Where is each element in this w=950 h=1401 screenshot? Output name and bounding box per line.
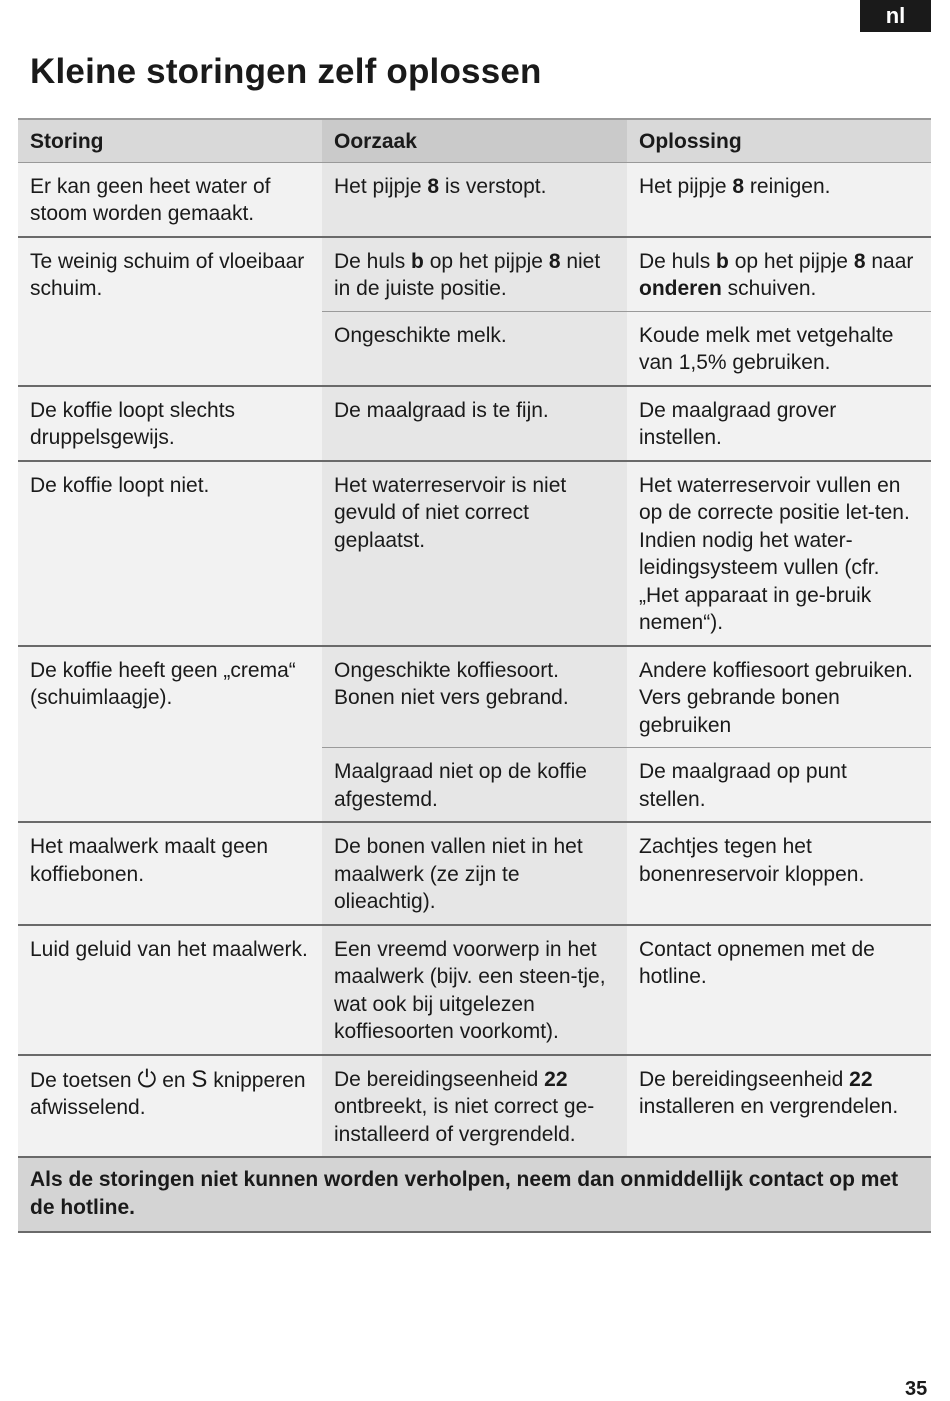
oorzaak-cell: De huls b op het pijpje 8 niet in de juiste positie.: [322, 237, 627, 312]
storing-cell: De koffie loopt slechts druppelsgewijs.: [18, 386, 322, 461]
oorzaak-cell: Een vreemd voorwerp in het maalwerk (bijv. een steen-tje, wat ook bij uitgelezen koffiesoorten voorkomt).: [322, 925, 627, 1055]
oorzaak-cell: De maalgraad is te fijn.: [322, 386, 627, 461]
column-header-oorzaak: Oorzaak: [322, 119, 627, 162]
storing-cell: Luid geluid van het maalwerk.: [18, 925, 322, 1055]
page-number: 35: [905, 1378, 928, 1400]
power-icon: ⏻: [137, 1065, 157, 1093]
oplossing-cell: Het pijpje 8 reinigen.: [627, 162, 931, 237]
table-row: [18, 1055, 931, 1158]
storing-cell: Het maalwerk maalt geen koffiebonen.: [18, 822, 322, 925]
footer-note-row: [18, 1157, 931, 1232]
table-row: [18, 461, 931, 646]
table-row: [18, 386, 931, 461]
oorzaak-cell: Maalgraad niet op de koffie afgestemd.: [322, 748, 627, 823]
page-title: Kleine storingen zelf oplossen: [30, 52, 542, 91]
footer-note: Als de storingen niet kunnen worden verholpen, neem dan onmiddellijk contact op met de hotline.: [18, 1157, 931, 1232]
table-row: [18, 237, 931, 312]
storing-cell: Er kan geen heet water of stoom worden gemaakt.: [18, 162, 322, 237]
oorzaak-cell: Het waterreservoir is niet gevuld of niet correct geplaatst.: [322, 461, 627, 646]
table-row: [18, 162, 931, 237]
oorzaak-cell: Ongeschikte koffiesoort. Bonen niet vers gebrand.: [322, 646, 627, 748]
table-header-row: [18, 119, 931, 162]
table-row: [18, 925, 931, 1055]
s-key-icon: S: [191, 1065, 208, 1093]
table-row: [18, 646, 931, 748]
oplossing-cell: De maalgraad op punt stellen.: [627, 748, 931, 823]
table-row: [18, 822, 931, 925]
oorzaak-cell: Het pijpje 8 is verstopt.: [322, 162, 627, 237]
oorzaak-cell: Ongeschikte melk.: [322, 311, 627, 386]
oplossing-cell: Andere koffiesoort gebruiken. Vers gebrande bonen gebruiken: [627, 646, 931, 748]
oplossing-cell: De huls b op het pijpje 8 naar onderen schuiven.: [627, 237, 931, 312]
storing-cell: De koffie heeft geen „crema“ (schuimlaagje).: [18, 646, 322, 823]
column-header-oplossing: Oplossing: [627, 119, 931, 162]
column-header-storing: Storing: [18, 119, 322, 162]
oplossing-cell: De maalgraad grover instellen.: [627, 386, 931, 461]
storing-cell: De koffie loopt niet.: [18, 461, 322, 646]
oorzaak-cell: De bonen vallen niet in het maalwerk (ze zijn te olieachtig).: [322, 822, 627, 925]
oorzaak-cell: De bereidingseenheid 22 ontbreekt, is niet correct ge-installeerd of vergrendeld.: [322, 1055, 627, 1158]
oplossing-cell: De bereidingseenheid 22 installeren en vergrendelen.: [627, 1055, 931, 1158]
oplossing-cell: Contact opnemen met de hotline.: [627, 925, 931, 1055]
oplossing-cell: Koude melk met vetgehalte van 1,5% gebruiken.: [627, 311, 931, 386]
oplossing-cell: Zachtjes tegen het bonenreservoir kloppen.: [627, 822, 931, 925]
oplossing-cell: Het waterreservoir vullen en op de correcte positie let-ten. Indien nodig het water-leidingsysteem vullen (cfr. „Het apparaat in ge-bruik nemen“).: [627, 461, 931, 646]
troubleshooting-table: [18, 118, 931, 1233]
language-tab: nl: [860, 0, 931, 32]
storing-cell: Te weinig schuim of vloeibaar schuim.: [18, 237, 322, 386]
storing-cell: De toetsen ⏻ en S knipperen afwisselend.: [18, 1055, 322, 1158]
